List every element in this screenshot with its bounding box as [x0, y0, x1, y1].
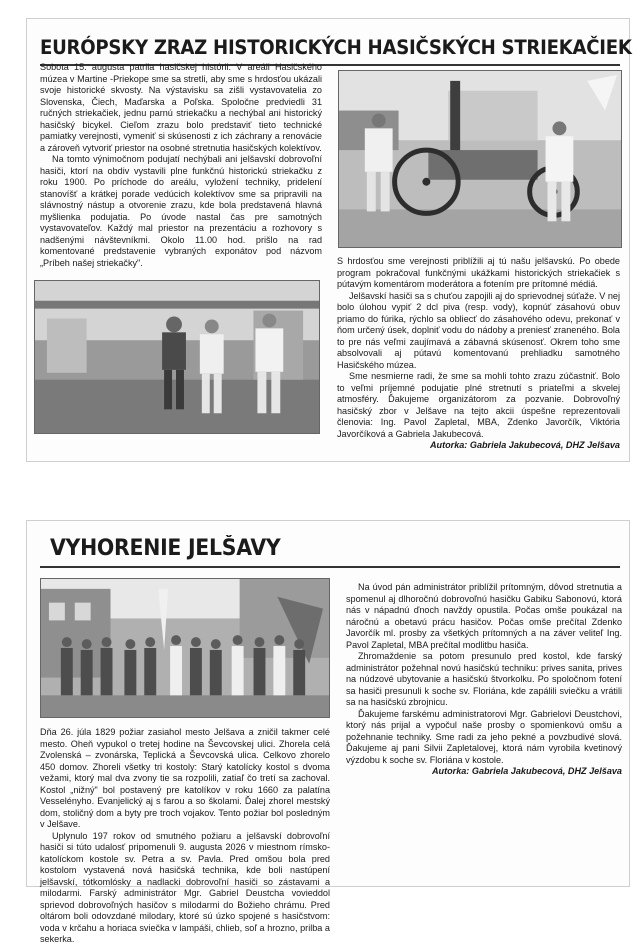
article-1-paragraph: Jelšavskí hasiči sa s chuťou zapojili aj do sprievodnej súťaže. V nej bolo úlohou vypiť 2 dcl piva (resp. vody), kopnúť zásahovú obuv priamo do fúrika, rýchlo sa obliecť do zásahového odevu, prekonať v ňom určený úsek, doplniť vodu do nádoby a preniesť zraneného. Bola to pre nás veľmi zaujímavá a zábavná skúsenosť. Okrem toho sme absolvovali aj pútavú komentovanú prehliadku samotného Hasičského múzea. — [337, 290, 620, 370]
article-1-column-right — [337, 256, 620, 452]
article-2-column-right — [346, 582, 622, 778]
article-1-author: Autorka: Gabriela Jakubecová, DHZ Jelšava — [429, 440, 620, 450]
article-1-column-left — [40, 62, 322, 269]
article-2-paragraph: Uplynulo 197 rokov od smutného požiaru a jelšavskí dobrovoľní hasiči si túto udalosť pripomenuli 9. augusta 2026 v miestnom rímsko-katolíckom kostole sv. Petra a sv. Pavla. Pred omšou bola pred kostolom vystavená nová hasičská technika, kde boli nastúpení jelšavskí, tótkomlósky a nadlacki dobrovoľní hasiči so zástavami a milodarmi. Farský administrátor Mgr. Gabriel Deustcha vovieddol sprievod dobrovoľných hasičov s milodarmi do Božieho chrámu. Pred oltárom boli odovzdané milodary, ktoré sú úzko spojené s hasičstvom: voda v krčahu a horiaca sviečka v lampáši, chlieb, soľ a hrozno, prilba a sekerka. — [40, 830, 330, 944]
photo-group-with-flags — [40, 578, 330, 718]
article-2-paragraph: Na úvod pán administrátor priblížil prítomným, dôvod stretnutia a spomenul aj dlhoročnú dobrovoľnú hasičku Gabiku Sabonovú, ktorá nás v nápadnú ďnoch navždy opustila. Počas omše poukázal na náročnú a obetavú prácu hasičov. Počas omše prečítal Zdenko Javorčík ml. prosby za všetkých prítomných a na záver veliteľ Ing. Pavol Zapletal, MBA prečítal modlitbu hasiča. — [346, 582, 622, 650]
article-1-paragraph: Sme nesmierne radi, že sme sa mohli tohto zrazu zúčastniť. Bolo to veľmi príjemné podujatie plné stretnutí s priateľmi a skvelej atmosféry. Ďakujeme organizátorom za pozvanie. Dobrovoľný hasičský zbor v Jelšave na tejto akcii úspešne reprezentovali členovia: Ing. Pavol Zapletal, MBA, Zdenko Javorčík, Viktória Javorčíková a Gabriela Jakubecová. — [337, 371, 620, 439]
article-2-author: Autorka: Gabriela Jakubecová, DHZ Jelšava — [431, 766, 622, 776]
article-2-column-left — [40, 727, 330, 946]
article-1-paragraph: Sobota 15. augusta patrila hasičskej histórii. V areáli Hasičského múzea v Martine -Priekope sme sa stretli, aby sme s hrdosťou ukázali svoje historické skvosty. Na výstavisku sa zišli vystavovatelia zo Slovenska, Čiech, Maďarska a Poľska. Spoločne predviedli 31 ručných striekačiek, jednu parnú striekačku a nechýbal ani historický hasičský bicykel. Cieľom zrazu bolo predstaviť tieto technické pamiatky verejnosti, vymeniť si skúsenosti z ich záchrany a renovácie a zároveň vytvoriť priestor na osobné stretnutia hasičských kolektívov. — [40, 62, 322, 153]
photo-firefighters-ceremony — [34, 280, 320, 434]
article-2-headline: VYHORENIE JELŠAVY — [50, 536, 281, 561]
article-2-paragraph: Zhromaždenie sa potom presunulo pred kostol, kde farský administrátor požehnal novú hasičskú techniku: prives sanita, prives na núdzové ubytovanie a hasičskú štvorkolku. Po spoločnom fotení sa hasiči presunuli k soche sv. Floriána, kde zapálili sviečku a vrátili sa na hasičskú zbrojnicu. — [346, 651, 622, 707]
photo-steam-fire-engine — [338, 70, 622, 248]
article-1-paragraph: Na tomto výnimočnom podujatí nechýbali ani jelšavskí dobrovoľní hasiči, ktorí na obdiv vystavili plne funkčnú historickú striekačku z roku 1900. Po príchode do areálu, vyložení techniky, pridelení stanovíšť a krátkej porade vedúcich kolektívov sme sa pripravili na slávnostný nástup a otvorenie zrazu, kde bola predstavená hlavná myšlienka podujatia. Po úvode nastal čas pre samotných vystavovateľov. Každý mal priestor na prezentáciu a rozhovory s nadšenými návštevníkmi. Okolo 11.00 hod. prišlo na rad komentované predstavenie vybraných exponátov pod názvom „Príbeh našej striekačky". — [40, 154, 322, 268]
headline-2-rule — [40, 566, 620, 568]
article-1-paragraph: S hrdosťou sme verejnosti priblížili aj tú našu jelšavskú. Po obede program pokračoval funkčnými ukážkami historických striekačiek s pútavým komentárom moderátora a fotením pre prítomné médiá. — [337, 256, 620, 289]
article-1-headline: EURÓPSKY ZRAZ HISTORICKÝCH HASIČSKÝCH STRIEKAČIEK — [40, 36, 632, 59]
article-2-paragraph: Dňa 26. júla 1829 požiar zasiahol mesto Jelšava a zničil takmer celé mesto. Oheň vypukol o tretej hodine na Ševcovskej ulici. Zhorela celá Zvolenská – zvonárska, Teplická a Ševcovská ulica. Celkovo zhorelo 450 domov. Zhoreli všetky tri kostoly: Starý katolícky kostol s dvoma vežami, ktorý mal dva zvony tie sa rozpolili, zatiaľ čo tretí sa zachoval. Kostol „nižný" bol postavený pre katolíkov v roku 1660 za palatína Vesselényho. Evanjelický aj s farou a so školami. Ďalej zhorel mestský dom, stoličný dom a byty pre troch vojakov. Tento požiar bol posledným v Jelšave. — [40, 727, 330, 829]
article-2-paragraph: Ďakujeme farskému administratorovi Mgr. Gabrielovi Deustchovi, ktorý nás prijal a vypočul naše prosby o spomienkovú omšu a požehnanie techniky. Sme radi za jeho pekné a povzbudivé slová. Ďakujeme aj pani Silvii Zapletalovej, ktorá nám vyrobila kvetinový výzdobu k soche sv. Floriána v kostole. — [346, 708, 622, 765]
